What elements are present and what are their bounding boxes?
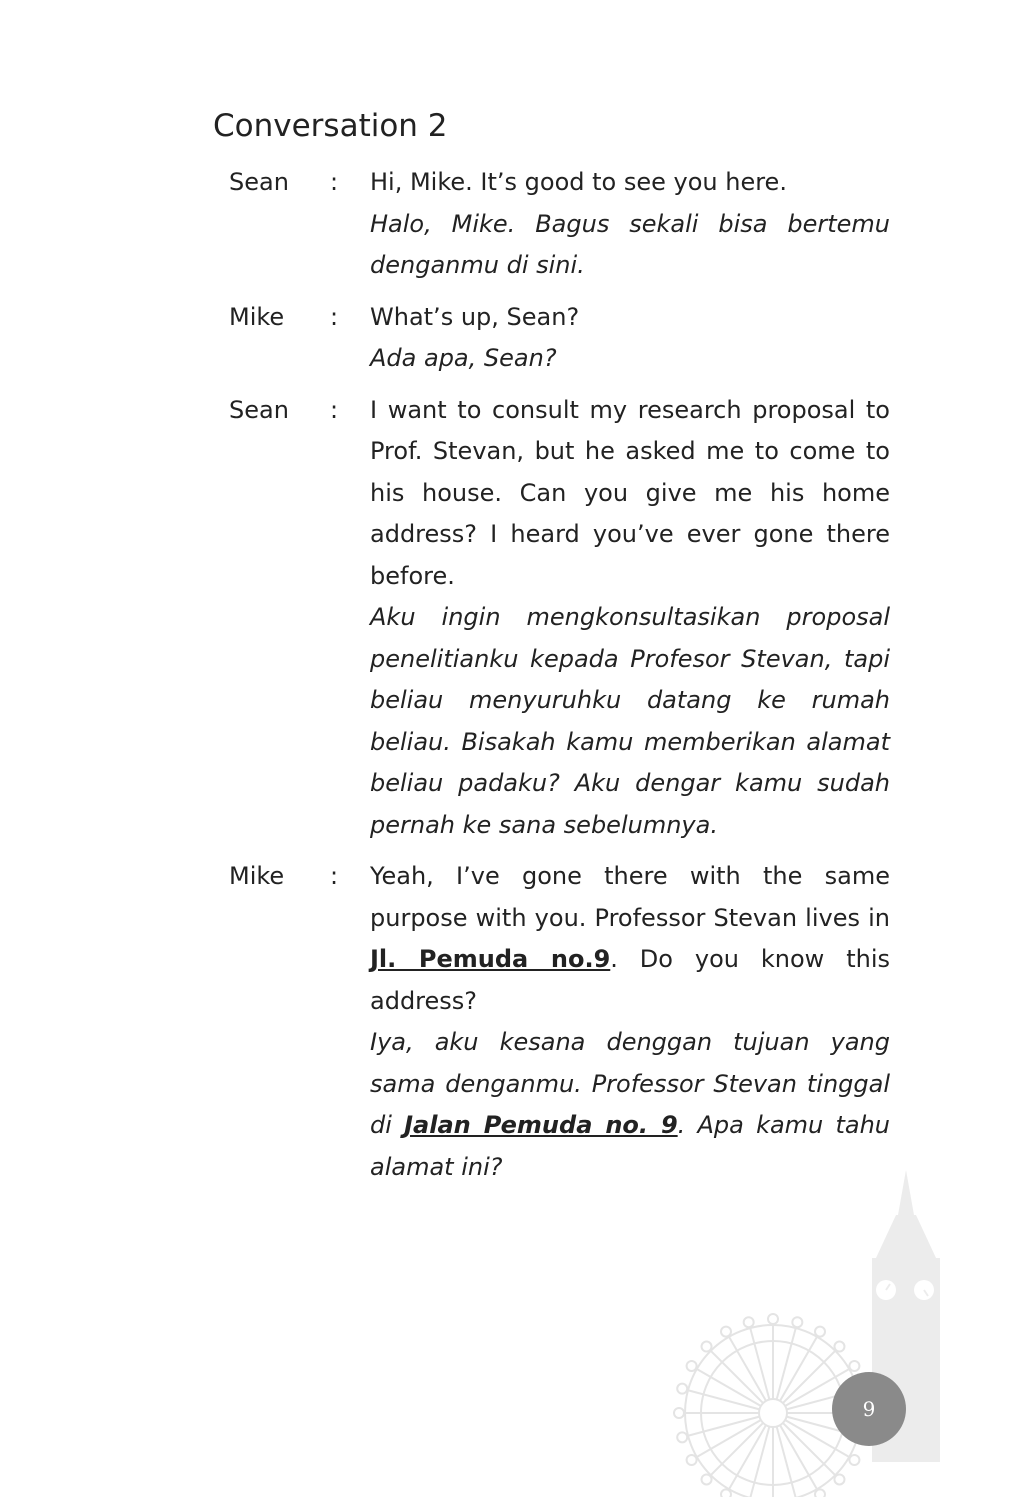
- wheel-cabin: [792, 1317, 802, 1327]
- english-line: I want to consult my research proposal to Prof. Stevan, but he asked me to come to his house. Can you give me his home address? I heard you’ve ever gone there before.: [370, 395, 890, 590]
- wheel-cabin: [721, 1327, 731, 1337]
- wheel-cabin: [687, 1361, 697, 1371]
- english-line: What’s up, Sean?: [370, 302, 580, 331]
- indonesian-translation: Halo, Mike. Bagus sekali bisa bertemu denganmu di sini.: [370, 209, 890, 279]
- dialogue-turn-3: [229, 390, 890, 847]
- speaker-name: Mike: [229, 302, 285, 331]
- page-title: Conversation 2: [213, 108, 448, 144]
- speaker-colon: :: [330, 302, 339, 331]
- indonesian-translation: Ada apa, Sean?: [370, 344, 557, 372]
- wheel-cabin: [849, 1455, 859, 1465]
- dialogue-turn-4: [229, 856, 890, 1188]
- conversation: [229, 162, 890, 1198]
- speaker-colon: :: [330, 168, 339, 196]
- speaker-colon: :: [330, 395, 339, 424]
- indonesian-translation: Aku ingin mengkonsultasikan proposal penelitianku kepada Profesor Stevan, tapi beliau menyuruhku datang ke rumah beliau. Bisakah kamu memberikan alamat beliau padaku? Aku dengar kamu sudah pernah ke sana sebelumnya.: [370, 603, 890, 839]
- wheel-cabin: [677, 1384, 687, 1394]
- english-text-after: . Do you know this address?: [370, 945, 890, 1015]
- wheel-cabin: [702, 1342, 712, 1352]
- wheel-cabin: [674, 1408, 684, 1418]
- speaker-colon: :: [330, 862, 339, 890]
- address-highlight: Jalan Pemuda no. 9: [404, 1111, 678, 1139]
- indonesian-text-after: . Apa kamu tahu alamat ini?: [370, 1111, 891, 1181]
- speaker-name: Mike: [229, 862, 285, 890]
- english-line: [370, 856, 890, 1022]
- wheel-cabin: [677, 1432, 687, 1442]
- dialogue-turn-1: [229, 162, 890, 287]
- dialogue-turn-2: [229, 297, 890, 380]
- english-text-before: Yeah, I’ve gone there with the same purpose with you. Professor Stevan lives in: [370, 862, 890, 932]
- wheel-spoke: [711, 1351, 763, 1403]
- wheel-cabin: [702, 1474, 712, 1484]
- page-number: 9: [832, 1372, 906, 1446]
- speaker-name: Sean: [229, 395, 289, 424]
- wheel-cabin: [744, 1317, 754, 1327]
- english-line: Hi, Mike. It’s good to see you here.: [370, 168, 787, 196]
- wheel-cabin: [768, 1314, 778, 1324]
- wheel-cabin: [834, 1474, 844, 1484]
- wheel-cabin: [687, 1455, 697, 1465]
- wheel-spoke: [711, 1423, 763, 1475]
- indonesian-translation: [370, 1022, 890, 1188]
- speaker-name: Sean: [229, 168, 289, 196]
- wheel-cabin: [815, 1489, 825, 1497]
- wheel-cabin: [849, 1361, 859, 1371]
- wheel-cabin: [834, 1342, 844, 1352]
- wheel-spoke: [783, 1351, 835, 1403]
- wheel-cabin: [815, 1327, 825, 1337]
- wheel-spoke: [783, 1423, 835, 1475]
- indonesian-text-before: Iya, aku kesana denggan tujuan yang sama denganmu. Professor Stevan tinggal di: [370, 1028, 890, 1139]
- wheel-cabin: [721, 1489, 731, 1497]
- address-highlight: Jl. Pemuda no.9: [370, 945, 611, 973]
